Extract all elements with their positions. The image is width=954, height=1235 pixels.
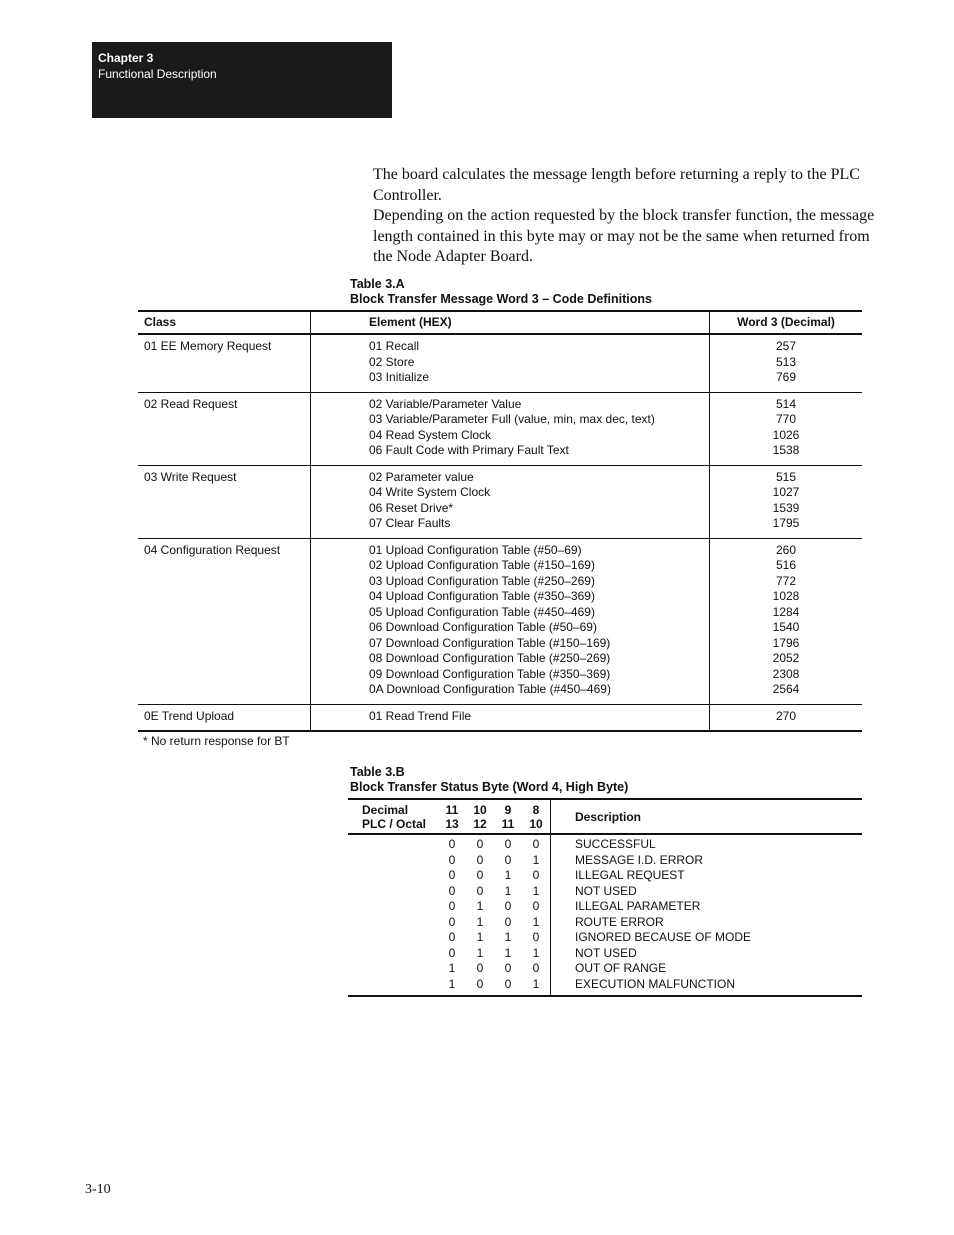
bit-value: 1 — [504, 930, 512, 944]
page-number: 3-10 — [85, 1182, 111, 1197]
element-item: 03 Variable/Parameter Full (value, min, max dec, text) — [369, 412, 655, 426]
table-a-title: Block Transfer Message Word 3 – Code Definitions — [350, 292, 652, 306]
bit-header-4 — [522, 799, 551, 834]
intro-paragraph-1: The board calculates the message length before returning a reply to the PLC Controller. — [373, 166, 860, 204]
row-label-spacer — [348, 977, 438, 997]
table-a-row — [138, 538, 862, 704]
bit-value: 1 — [476, 930, 484, 944]
word3-value: 1540 — [772, 620, 800, 634]
bit-value: 0 — [504, 852, 512, 867]
bit-value: 0 — [532, 868, 540, 882]
bit-value: 1 — [532, 945, 540, 960]
bit-value: 0 — [494, 977, 522, 997]
bit-value: 0 — [476, 852, 484, 867]
class-cell: 04 Configuration Request — [138, 538, 311, 704]
element-item: 01 Read Trend File — [369, 708, 472, 723]
bit-value: 1 — [476, 914, 484, 929]
word3-value: 1027 — [772, 485, 800, 499]
status-row — [348, 884, 862, 900]
decimal-bit: 11 — [445, 803, 459, 817]
word3-value: 2564 — [772, 682, 800, 696]
element-item: 06 Fault Code with Primary Fault Text — [369, 443, 569, 457]
element-cell — [311, 465, 710, 538]
status-row — [348, 946, 862, 962]
element-item: 01 Upload Configuration Table (#50–69) — [369, 542, 582, 557]
status-description: ILLEGAL REQUEST — [551, 868, 863, 884]
bit-value: 1 — [438, 977, 466, 997]
element-item: 07 Clear Faults — [369, 516, 451, 530]
bit-value: 0 — [448, 852, 456, 867]
row-label-spacer — [348, 884, 438, 900]
bit-header-3 — [494, 799, 522, 834]
row-label-spacer — [348, 946, 438, 962]
status-description: OUT OF RANGE — [551, 961, 863, 977]
octal-bit: 13 — [445, 817, 459, 831]
class-cell: 03 Write Request — [138, 465, 311, 538]
bit-value: 0 — [476, 868, 484, 882]
table-b — [348, 798, 862, 997]
status-row — [348, 915, 862, 931]
bit-value: 1 — [504, 883, 512, 898]
word3-value: 769 — [775, 370, 797, 384]
table-a-caption — [350, 277, 652, 307]
bit-value: 1 — [476, 899, 484, 913]
chapter-subtitle: Functional Description — [98, 67, 217, 81]
element-item: 04 Upload Configuration Table (#350–369) — [369, 589, 595, 603]
element-cell — [311, 392, 710, 465]
element-item: 0A Download Configuration Table (#450–469) — [369, 682, 611, 696]
element-item: 08 Download Configuration Table (#250–269) — [369, 651, 611, 665]
chapter-header — [92, 42, 392, 118]
bit-value: 0 — [476, 961, 484, 975]
table-b-header-labels — [348, 799, 438, 834]
word3-value: 772 — [775, 573, 797, 588]
status-description: ROUTE ERROR — [551, 915, 863, 931]
table-b-number: Table 3.B — [350, 765, 405, 779]
class-cell: 02 Read Request — [138, 392, 311, 465]
element-item: 05 Upload Configuration Table (#450–469) — [369, 604, 595, 619]
table-a-row — [138, 465, 862, 538]
octal-bit: 12 — [473, 817, 487, 831]
element-item: 03 Initialize — [369, 370, 430, 384]
element-item: 01 Recall — [369, 339, 420, 353]
word3-cell — [710, 538, 863, 704]
element-item: 02 Store — [369, 354, 415, 369]
word3-value: 516 — [775, 558, 797, 572]
word3-value: 1538 — [772, 443, 800, 457]
table-b-title: Block Transfer Status Byte (Word 4, High Byte) — [350, 780, 629, 794]
word3-value: 1028 — [772, 589, 800, 603]
word3-cell — [710, 704, 863, 731]
table-a-header-class: Class — [138, 311, 311, 334]
bit-value: 1 — [532, 852, 540, 867]
word3-value: 514 — [775, 396, 797, 411]
bit-value: 0 — [448, 914, 456, 929]
row-label-spacer — [348, 915, 438, 931]
bit-value: 1 — [476, 945, 484, 960]
chapter-label: Chapter 3 — [98, 51, 154, 65]
octal-bit: 10 — [529, 817, 543, 831]
table-a-row — [138, 334, 862, 392]
row-label-spacer — [348, 868, 438, 884]
bit-value: 0 — [448, 899, 456, 913]
bit-header-1 — [438, 799, 466, 834]
bit-value: 1 — [522, 977, 551, 997]
table-a-footnote: * No return response for BT — [143, 734, 290, 748]
bit-value: 0 — [448, 930, 456, 944]
word3-value: 513 — [775, 354, 797, 369]
bit-value: 1 — [504, 868, 512, 882]
bit-value: 0 — [466, 977, 494, 997]
status-description: MESSAGE I.D. ERROR — [551, 853, 863, 869]
status-description: NOT USED — [551, 946, 863, 962]
bit-value: 0 — [504, 837, 512, 851]
status-description: ILLEGAL PARAMETER — [551, 899, 863, 915]
status-description: EXECUTION MALFUNCTION — [551, 977, 863, 997]
word3-value: 770 — [775, 412, 797, 426]
table-b-header-row — [348, 799, 862, 834]
table-a-row — [138, 392, 862, 465]
element-cell — [311, 704, 710, 731]
intro-paragraph-2: Depending on the action requested by the block transfer function, the message length contained in this byte may or may not be the same when returned from the Node Adapter Board. — [373, 207, 875, 265]
word3-value: 2052 — [772, 651, 800, 665]
row-label-spacer — [348, 899, 438, 915]
table-a-header-element: Element (HEX) — [311, 311, 710, 334]
status-description: NOT USED — [551, 884, 863, 900]
status-row — [348, 930, 862, 946]
status-row — [348, 899, 862, 915]
bit-value: 1 — [532, 914, 540, 929]
bit-value: 0 — [504, 961, 512, 975]
status-row — [348, 834, 862, 853]
element-item: 06 Download Configuration Table (#50–69) — [369, 620, 597, 634]
word3-value: 260 — [775, 542, 797, 557]
element-item: 06 Reset Drive* — [369, 500, 454, 515]
status-row — [348, 961, 862, 977]
word3-value: 515 — [775, 469, 797, 484]
table-a-row — [138, 704, 862, 731]
table-b-body — [348, 834, 862, 996]
bit-value: 0 — [504, 914, 512, 929]
word3-value: 2308 — [772, 666, 800, 681]
plc-octal-label: PLC / Octal — [362, 817, 427, 831]
bit-value: 1 — [532, 883, 540, 898]
table-b-header-description: Description — [551, 799, 863, 834]
table-b-caption — [350, 765, 628, 795]
bit-value: 0 — [532, 961, 540, 975]
status-row — [348, 853, 862, 869]
element-item: 04 Read System Clock — [369, 427, 492, 442]
row-label-spacer — [348, 853, 438, 869]
bit-value: 0 — [532, 899, 540, 913]
status-row — [348, 868, 862, 884]
bit-value: 1 — [504, 945, 512, 960]
intro-text — [373, 165, 883, 268]
element-cell — [311, 538, 710, 704]
element-cell — [311, 334, 710, 392]
decimal-label: Decimal — [362, 803, 409, 817]
word3-value: 270 — [775, 708, 797, 723]
bit-value: 0 — [448, 883, 456, 898]
bit-value: 0 — [504, 899, 512, 913]
element-item: 02 Variable/Parameter Value — [369, 396, 522, 411]
status-row — [348, 977, 862, 997]
element-item: 03 Upload Configuration Table (#250–269) — [369, 573, 595, 588]
word3-value: 1284 — [772, 604, 800, 619]
bit-value: 0 — [476, 883, 484, 898]
word3-value: 1026 — [772, 427, 800, 442]
word3-value: 1539 — [772, 500, 800, 515]
table-a — [138, 310, 862, 732]
bit-value: 0 — [448, 837, 456, 851]
decimal-bit: 10 — [473, 803, 487, 817]
word3-cell — [710, 465, 863, 538]
status-description: IGNORED BECAUSE OF MODE — [551, 930, 863, 946]
element-item: 02 Upload Configuration Table (#150–169) — [369, 558, 595, 572]
bit-value: 0 — [448, 868, 456, 882]
decimal-bit: 9 — [504, 803, 512, 817]
bit-value: 0 — [532, 930, 540, 944]
status-description: SUCCESSFUL — [551, 834, 863, 853]
table-a-header-word3: Word 3 (Decimal) — [710, 311, 863, 334]
table-a-number: Table 3.A — [350, 277, 405, 291]
bit-value: 0 — [476, 837, 484, 851]
word3-value: 257 — [775, 339, 797, 353]
class-cell: 0E Trend Upload — [138, 704, 311, 731]
class-cell: 01 EE Memory Request — [138, 334, 311, 392]
element-item: 02 Parameter value — [369, 469, 474, 484]
element-item: 07 Download Configuration Table (#150–169) — [369, 635, 611, 650]
word3-value: 1796 — [772, 635, 800, 650]
word3-cell — [710, 392, 863, 465]
element-item: 04 Write System Clock — [369, 485, 491, 499]
octal-bit: 11 — [501, 817, 515, 831]
decimal-bit: 8 — [532, 803, 540, 817]
row-label-spacer — [348, 834, 438, 853]
row-label-spacer — [348, 961, 438, 977]
bit-value: 0 — [448, 945, 456, 960]
bit-value: 0 — [532, 837, 540, 851]
row-label-spacer — [348, 930, 438, 946]
word3-cell — [710, 334, 863, 392]
element-item: 09 Download Configuration Table (#350–369) — [369, 666, 611, 681]
table-a-body — [138, 334, 862, 731]
table-a-header-row — [138, 311, 862, 334]
bit-value: 1 — [448, 961, 456, 975]
word3-value: 1795 — [772, 516, 800, 530]
bit-header-2 — [466, 799, 494, 834]
